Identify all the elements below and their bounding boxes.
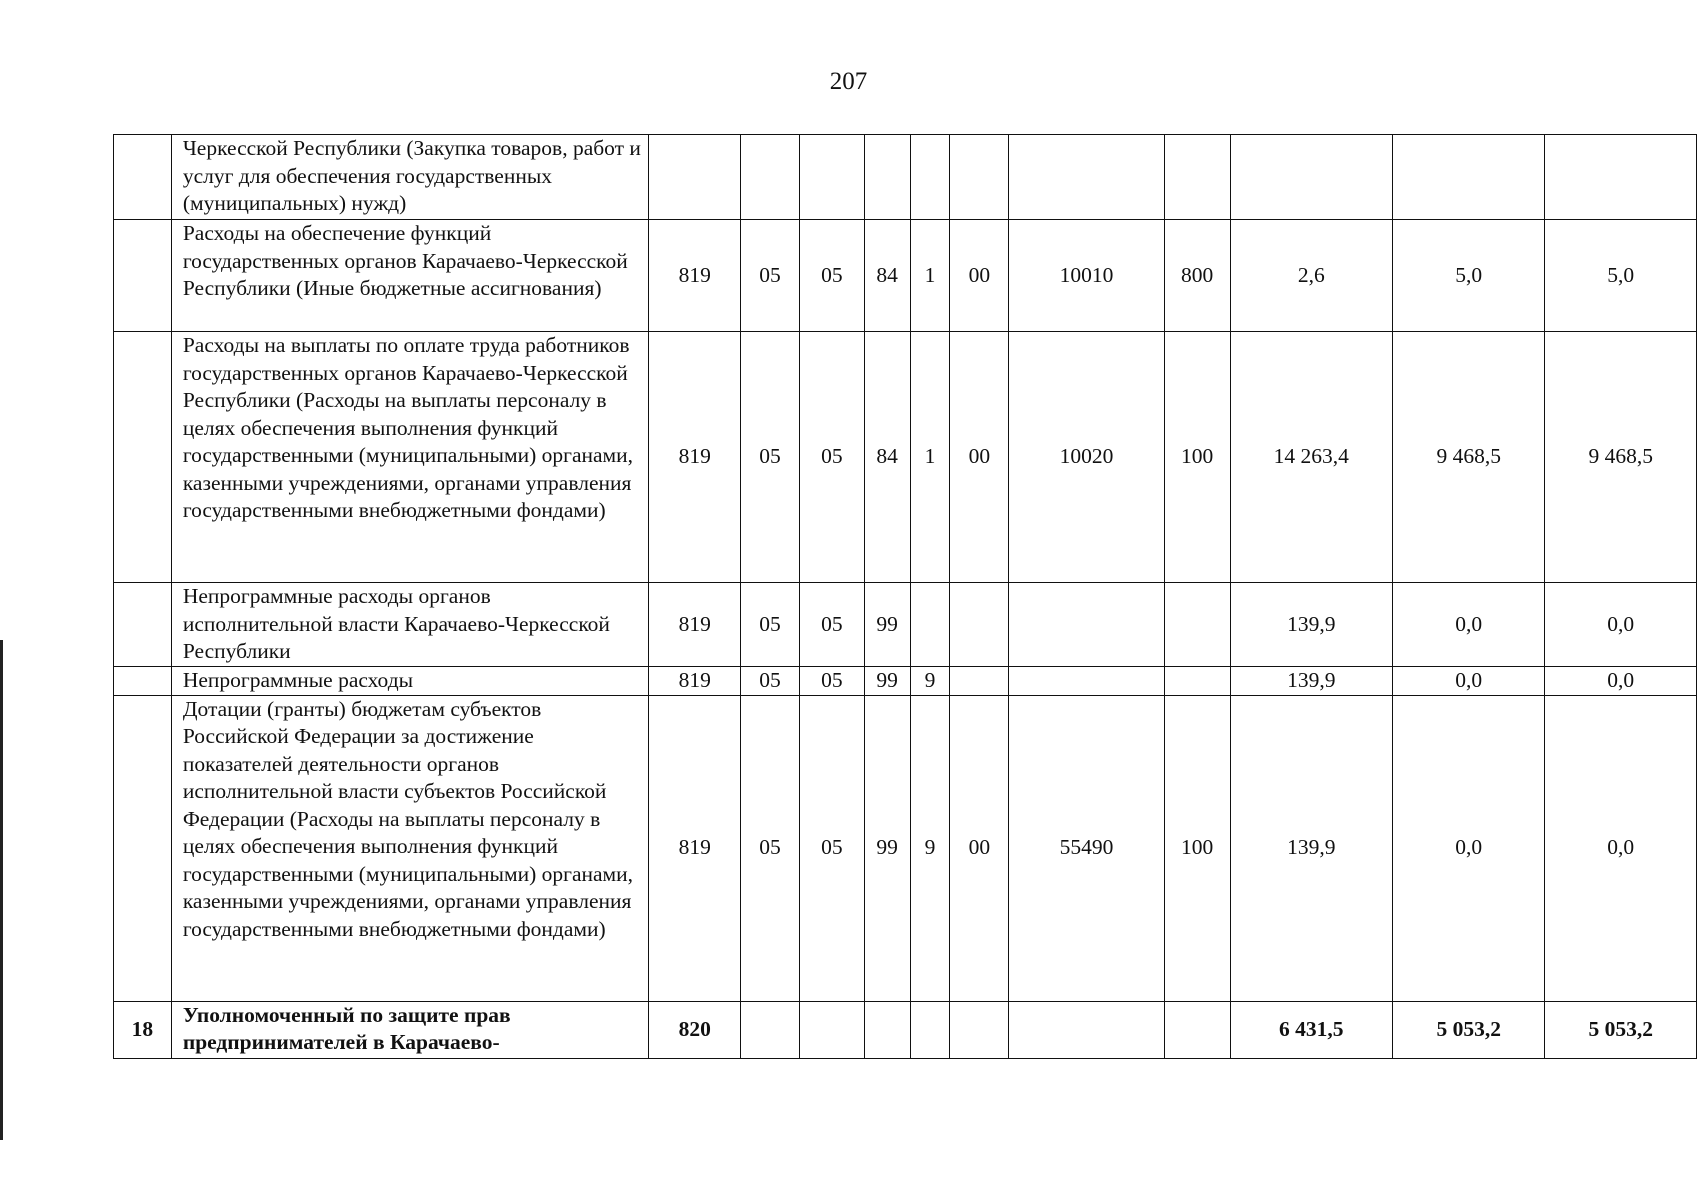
expense-type-code: 100 <box>1164 695 1230 1001</box>
target-article-direction <box>1009 135 1164 220</box>
row-description: Непрограммные расходы органов исполнительной власти Карачаево-Черкесской Республики <box>171 583 649 667</box>
target-article-program: 99 <box>864 667 910 696</box>
section-code: 05 <box>741 220 800 332</box>
amount-year-2: 5 053,2 <box>1392 1001 1544 1058</box>
table-row <box>114 583 1697 667</box>
target-article-subprogram: 1 <box>910 220 950 332</box>
target-article-program: 99 <box>864 583 910 667</box>
target-article-event: 00 <box>950 220 1009 332</box>
expense-type-code <box>1164 667 1230 696</box>
amount-year-1: 6 431,5 <box>1230 1001 1392 1058</box>
table-row <box>114 220 1697 332</box>
admin-code: 819 <box>649 695 741 1001</box>
section-code: 05 <box>741 695 800 1001</box>
row-number: 18 <box>114 1001 172 1058</box>
amount-year-1 <box>1230 135 1392 220</box>
target-article-event <box>950 135 1009 220</box>
target-article-subprogram <box>910 583 950 667</box>
table-row <box>114 667 1697 696</box>
subsection-code <box>799 135 864 220</box>
amount-year-3: 5,0 <box>1545 220 1697 332</box>
amount-year-1: 139,9 <box>1230 583 1392 667</box>
target-article-subprogram <box>910 135 950 220</box>
target-article-subprogram: 1 <box>910 332 950 583</box>
target-article-program <box>864 135 910 220</box>
target-article-direction <box>1009 667 1164 696</box>
row-number <box>114 135 172 220</box>
amount-year-3: 0,0 <box>1545 583 1697 667</box>
admin-code: 819 <box>649 220 741 332</box>
amount-year-2: 0,0 <box>1392 695 1544 1001</box>
row-number <box>114 220 172 332</box>
target-article-subprogram: 9 <box>910 695 950 1001</box>
target-article-direction <box>1009 1001 1164 1058</box>
expense-type-code: 100 <box>1164 332 1230 583</box>
target-article-program: 84 <box>864 220 910 332</box>
target-article-subprogram: 9 <box>910 667 950 696</box>
target-article-direction: 10020 <box>1009 332 1164 583</box>
budget-table <box>113 134 1697 1059</box>
target-article-event <box>950 667 1009 696</box>
amount-year-2: 5,0 <box>1392 220 1544 332</box>
row-number <box>114 667 172 696</box>
amount-year-1: 139,9 <box>1230 667 1392 696</box>
admin-code <box>649 135 741 220</box>
subsection-code: 05 <box>799 220 864 332</box>
subsection-code: 05 <box>799 583 864 667</box>
section-code: 05 <box>741 583 800 667</box>
expense-type-code: 800 <box>1164 220 1230 332</box>
scan-edge-mark <box>0 640 3 1140</box>
section-code: 05 <box>741 332 800 583</box>
target-article-event <box>950 583 1009 667</box>
admin-code: 819 <box>649 667 741 696</box>
target-article-direction: 10010 <box>1009 220 1164 332</box>
subsection-code: 05 <box>799 695 864 1001</box>
row-description: Расходы на обеспечение функций государственных органов Карачаево-Черкесской Республики (Иные бюджетные ассигнования) <box>171 220 649 332</box>
row-description: Непрограммные расходы <box>171 667 649 696</box>
amount-year-3: 0,0 <box>1545 695 1697 1001</box>
amount-year-3: 5 053,2 <box>1545 1001 1697 1058</box>
target-article-event <box>950 1001 1009 1058</box>
row-description: Расходы на выплаты по оплате труда работников государственных органов Карачаево-Черкесской Республики (Расходы на выплаты персоналу в целях обеспечения выполнения функций государственными (муниципальными) органами, казенными учреждениями, органами управления государственными внебюджетными фондами) <box>171 332 649 583</box>
amount-year-3: 0,0 <box>1545 667 1697 696</box>
amount-year-2 <box>1392 135 1544 220</box>
amount-year-3 <box>1545 135 1697 220</box>
target-article-direction <box>1009 583 1164 667</box>
subsection-code <box>799 1001 864 1058</box>
table-row <box>114 695 1697 1001</box>
row-description: Дотации (гранты) бюджетам субъектов Российской Федерации за достижение показателей деятельности органов исполнительной власти субъектов Российской Федерации (Расходы на выплаты персоналу в целях обеспечения выполнения функций государственными (муниципальными) органами, казенными учреждениями, органами управления государственными внебюджетными фондами) <box>171 695 649 1001</box>
target-article-program <box>864 1001 910 1058</box>
amount-year-2: 0,0 <box>1392 583 1544 667</box>
expense-type-code <box>1164 583 1230 667</box>
subsection-code: 05 <box>799 332 864 583</box>
row-number <box>114 583 172 667</box>
target-article-subprogram <box>910 1001 950 1058</box>
admin-code: 820 <box>649 1001 741 1058</box>
target-article-event: 00 <box>950 332 1009 583</box>
target-article-event: 00 <box>950 695 1009 1001</box>
amount-year-1: 14 263,4 <box>1230 332 1392 583</box>
expense-type-code <box>1164 1001 1230 1058</box>
row-description: Уполномоченный по защите прав предпринимателей в Карачаево- <box>171 1001 649 1058</box>
amount-year-2: 9 468,5 <box>1392 332 1544 583</box>
row-number <box>114 695 172 1001</box>
amount-year-1: 2,6 <box>1230 220 1392 332</box>
row-number <box>114 332 172 583</box>
admin-code: 819 <box>649 332 741 583</box>
amount-year-2: 0,0 <box>1392 667 1544 696</box>
section-code <box>741 1001 800 1058</box>
section-code: 05 <box>741 667 800 696</box>
table-row <box>114 1001 1697 1058</box>
amount-year-1: 139,9 <box>1230 695 1392 1001</box>
table-row <box>114 135 1697 220</box>
admin-code: 819 <box>649 583 741 667</box>
target-article-program: 99 <box>864 695 910 1001</box>
row-description: Черкесской Республики (Закупка товаров, работ и услуг для обеспечения государственных (муниципальных) нужд) <box>171 135 649 220</box>
section-code <box>741 135 800 220</box>
target-article-direction: 55490 <box>1009 695 1164 1001</box>
amount-year-3: 9 468,5 <box>1545 332 1697 583</box>
page-number: 207 <box>829 68 868 95</box>
subsection-code: 05 <box>799 667 864 696</box>
target-article-program: 84 <box>864 332 910 583</box>
expense-type-code <box>1164 135 1230 220</box>
table-row <box>114 332 1697 583</box>
